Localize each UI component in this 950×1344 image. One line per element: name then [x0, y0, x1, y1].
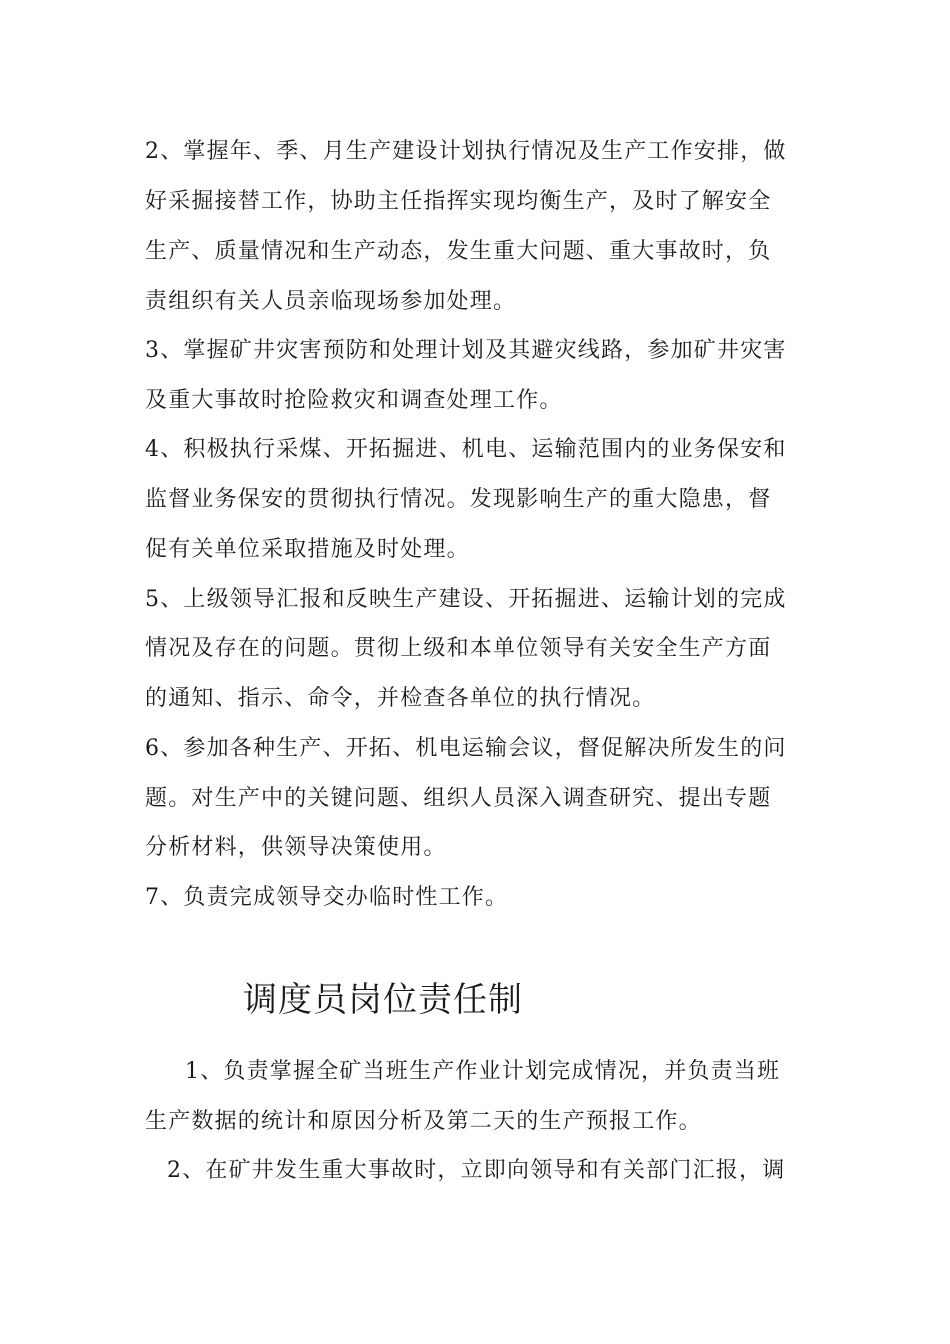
text-line: 6、参加各种生产、开拓、机电运输会议，督促解决所发生的问 — [145, 736, 787, 761]
text-line: 监督业务保安的贯彻执行情况。发现影响生产的重大隐患，督 — [145, 487, 772, 512]
text-line: 好采掘接替工作，协助主任指挥实现均衡生产，及时了解安全 — [145, 189, 772, 214]
text-line: 2、掌握年、季、月生产建设计划执行情况及生产工作安排，做 — [145, 139, 787, 164]
text-line: 生产、质量情况和生产动态，发生重大问题、重大事故时，负 — [145, 239, 772, 264]
text-line: 情况及存在的问题。贯彻上级和本单位领导有关安全生产方面 — [145, 636, 772, 661]
text-line: 4、积极执行采煤、开拓掘进、机电、运输范围内的业务保安和 — [145, 437, 787, 462]
text-line: 分析材料，供领导决策使用。 — [145, 835, 447, 860]
text-line: 的通知、指示、命令，并检查各单位的执行情况。 — [145, 686, 656, 711]
text-line: 3、掌握矿井灾害预防和处理计划及其避灾线路，参加矿井灾害 — [145, 338, 787, 363]
text-line: 促有关单位采取措施及时处理。 — [145, 537, 470, 562]
section-heading: 调度员岗位责任制 — [243, 980, 523, 1020]
text-line: 1、负责掌握全矿当班生产作业计划完成情况，并负责当班 — [185, 1059, 781, 1084]
text-line: 7、负责完成领导交办临时性工作。 — [145, 885, 509, 910]
text-line: 责组织有关人员亲临现场参加处理。 — [145, 289, 517, 314]
text-line: 题。对生产中的关键问题、组织人员深入调查研究、提出专题 — [145, 786, 772, 811]
text-line: 2、在矿井发生重大事故时，立即向领导和有关部门汇报，调 — [167, 1158, 786, 1183]
text-line: 5、上级领导汇报和反映生产建设、开拓掘进、运输计划的完成 — [145, 587, 787, 612]
text-line: 及重大事故时抢险救灾和调查处理工作。 — [145, 388, 563, 413]
text-line: 生产数据的统计和原因分析及第二天的生产预报工作。 — [145, 1109, 702, 1134]
